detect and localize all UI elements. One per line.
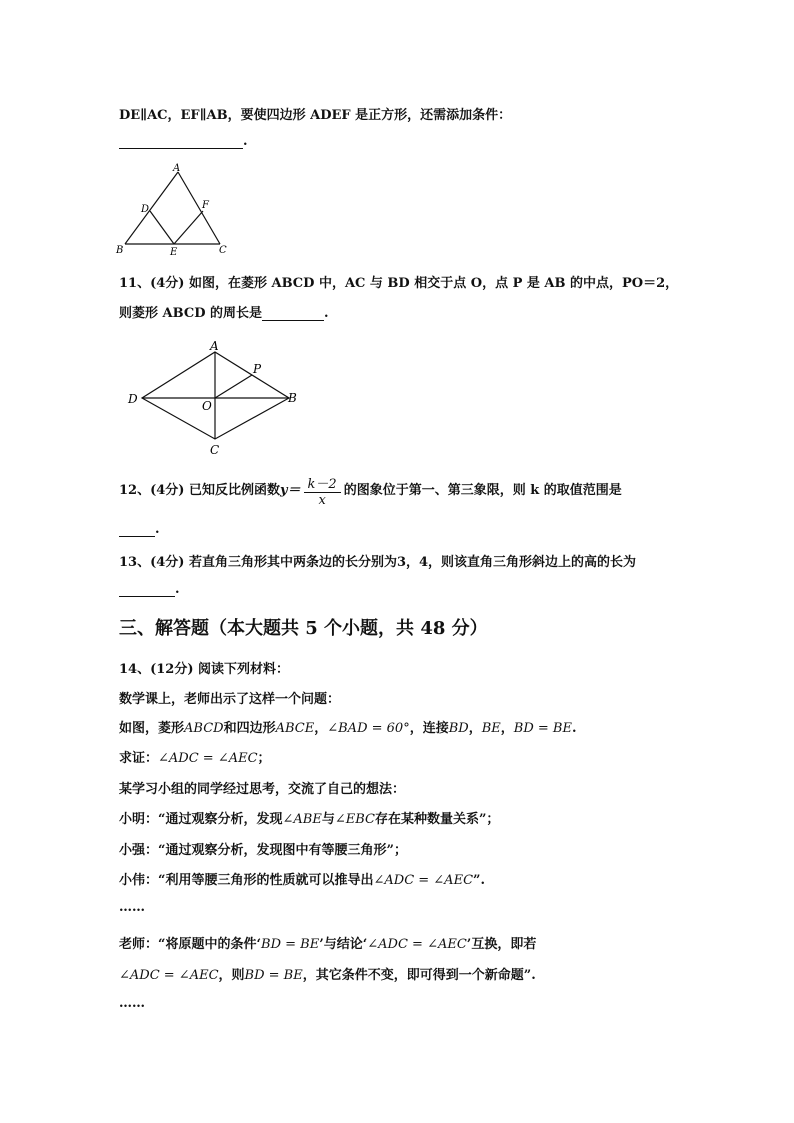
text: ’互换，即若 [466,937,537,952]
q14-line5: 某学习小组的同学经过思考，交流了自己的想法： [119,782,406,797]
text: 如图，菱形 [119,721,185,736]
text: ，其它条件不变，即可得到一个新命题”. [302,968,536,983]
label-F: F [202,200,209,211]
answer-blank [119,582,175,597]
label-A: A [173,163,181,174]
math-expr: BD = BE [244,968,303,983]
math-expr: ∠ADC = ∠AEC [158,751,258,766]
q14-line11 [119,964,536,983]
q10-text-line: DE∥AC，EF∥AB，要使四边形 ADEF 是正方形，还需添加条件： [119,108,512,123]
q12-suffix: 的图象位于第一、第三象限，则 k 的取值范围是 [343,483,622,498]
answer-blank [119,522,155,537]
math-expr: ∠ADC = ∠AEC [119,968,219,983]
q10-answer-line [119,134,248,149]
period: . [324,306,329,321]
q14-line4 [119,747,271,766]
q11-text-line1: 11、(4分) 如图，在菱形 ABCD 中，AC 与 BD 相交于点 O，点 P 是 AB 的中点，PO＝2， [119,276,679,291]
text: ”. [473,873,486,888]
label-C: C [219,245,227,256]
math-expr: BD = BE [513,721,572,736]
math-expr: BE [481,721,501,736]
label-A: A [210,339,219,353]
q14-line3 [119,717,577,736]
text: ， [468,721,482,736]
label-P: P [253,362,262,376]
q12-answer-line [119,522,160,537]
q14-line12: …… [119,996,145,1011]
text: . [571,721,577,736]
label-B: B [116,245,124,256]
q11-prefix: 则菱形 ABCD 的周长是 [119,306,262,321]
q14-line8 [119,869,485,888]
q14-line6 [119,808,499,827]
label-E: E [170,247,178,258]
math-expr: ABCD [184,721,224,736]
text: 与 [321,812,335,827]
fraction [304,473,341,508]
text: ， [314,721,328,736]
q11-text-line2 [119,302,329,321]
period: . [155,522,160,537]
answer-blank [262,306,324,321]
q14-line1: 14、(12分) 阅读下列材料： [119,662,290,677]
q12-text-line [119,473,622,508]
text: 小伟：“利用等腰三角形的性质就可以推导出 [119,873,374,888]
text: 小明：“通过观察分析，发现 [119,812,283,827]
text: 和四边形 [223,721,276,736]
period: . [175,582,180,597]
fraction-numerator: k－2 [304,473,341,493]
label-D: D [141,204,150,215]
text: 老师：“将原题中的条件‘ [119,937,262,952]
section-heading: 三、解答题（本大题共 5 个小题，共 48 分） [119,618,488,639]
math-expr: ABCE [275,721,315,736]
q14-line10 [119,933,536,952]
text: ，连接 [409,721,449,736]
label-B: B [288,391,297,405]
text: ，则 [218,968,245,983]
q13-answer-line [119,582,180,597]
q12-prefix: 12、(4分) 已知反比例函数 [119,483,280,498]
rhombus-figure [122,336,307,460]
text: ， [500,721,514,736]
q14-line2: 数学课上，老师出示了这样一个问题： [119,692,341,707]
text: 存在某种数量关系”； [374,812,500,827]
fraction-denominator: x [318,493,326,508]
q14-line7: 小强：“通过观察分析，发现图中有等腰三角形”； [119,843,407,858]
label-C: C [210,443,220,457]
math-expr: BD [448,721,469,736]
text: ’与结论‘ [319,937,368,952]
q12-y-eq: y＝ [279,483,301,498]
q14-line9: …… [119,900,145,915]
text: ； [257,751,271,766]
math-expr: ∠ADC = ∠AEC [373,873,474,888]
math-expr: ∠BAD = 60° [327,721,410,736]
math-expr: BD = BE [261,937,320,952]
label-D: D [128,392,138,406]
math-expr: ∠EBC [334,812,375,827]
triangle-figure [112,160,237,258]
answer-blank [119,134,243,149]
q13-text-line: 13、(4分) 若直角三角形其中两条边的长分别为3，4，则该直角三角形斜边上的高的长为 [119,555,637,570]
text: 求证： [119,751,159,766]
period: . [243,134,248,149]
label-O: O [202,399,212,413]
math-expr: ∠ABE [282,812,322,827]
math-expr: ∠ADC = ∠AEC [367,937,467,952]
